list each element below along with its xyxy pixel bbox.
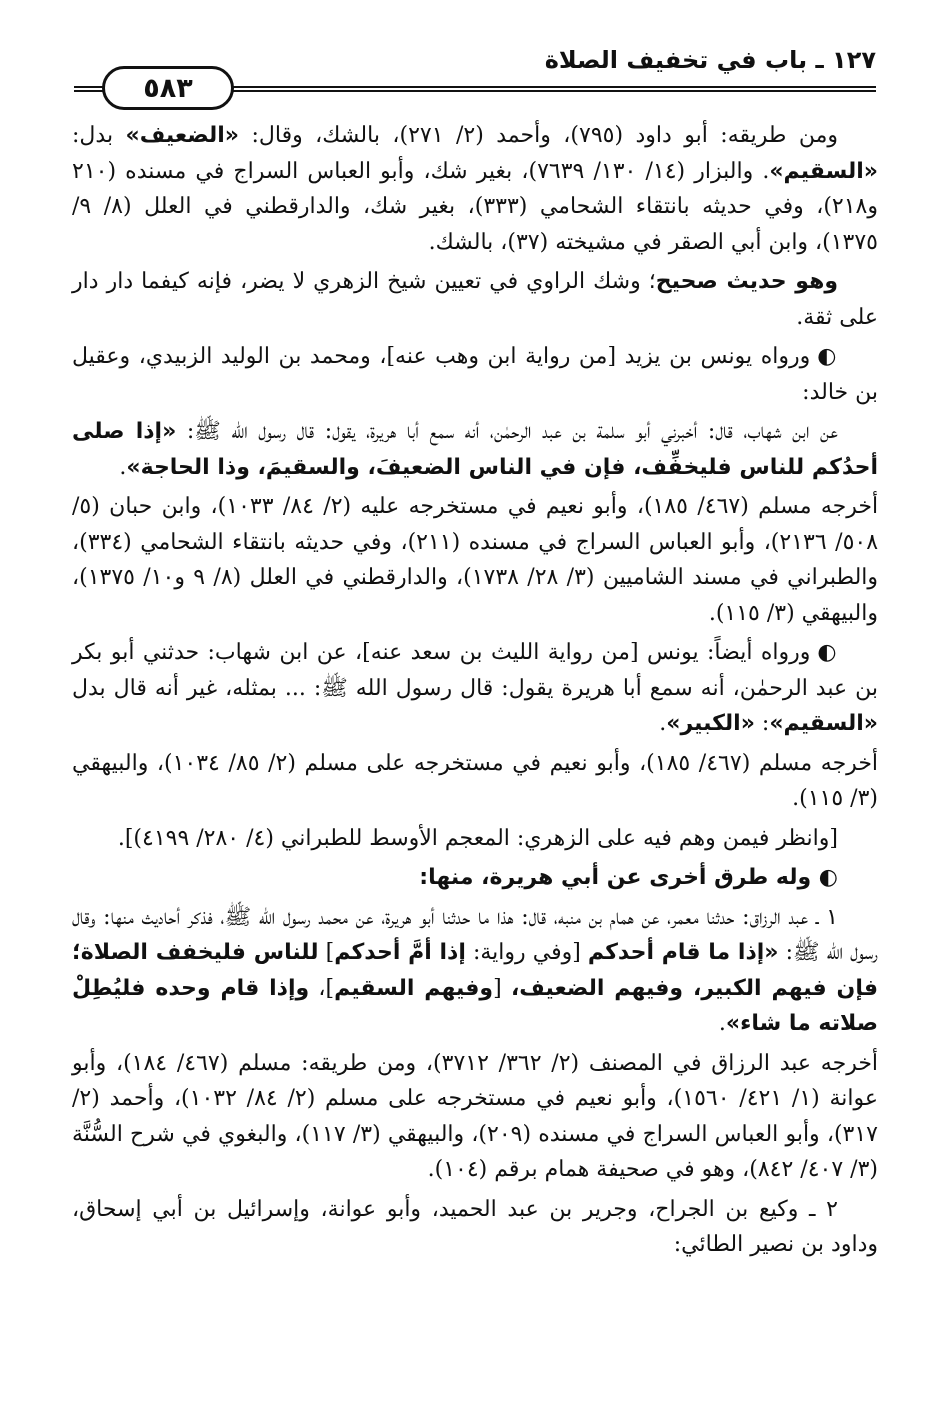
paragraph-3: ◐ ورواه يونس بن يزيد [من رواية ابن وهب عنه]، ومحمد بن الوليد الزبيدي، وعقيل بن خالد:: [72, 343, 878, 405]
page-number: ٥٨٣: [143, 72, 193, 104]
paragraph-11: أخرجه عبد الرزاق في المصنف (٢/ ٣٦٢/ ٣٧١٢)، ومن طريقه: مسلم (٤٦٧/ ١٨٤)، وأبو عوانة (١/ ٤٢١/ ١٥٦٠)، وأبو نعيم في مستخرجه على مسلم (٢/ ٨٤/ ١٠٣٢)، وأحمد (٢/ ٣١٧)، وأبو العباس السراج في مسنده (٢٠٩)، والبيهقي (٣/ ١١٧)، والبغوي في شرح السُّنَّة (٣/ ٤٠٧/ ٨٤٢)، وهو في صحيفة همام برقم (١٠٤).: [72, 1050, 879, 1182]
paragraph-8: [وانظر فيمن وهم فيه على الزهري: المعجم الأوسط للطبراني (٤/ ٢٨٠/ ٤١٩٩)].: [117, 825, 838, 851]
paragraph-9: ◐ وله طرق أخرى عن أبي هريرة، منها:: [419, 864, 838, 890]
paragraph-12: ٢ ـ وكيع بن الجراح، وجرير بن عبد الحميد، وأبو عوانة، وإسرائيل بن أبي إسحاق، وداود بن نصير الطائي:: [72, 1196, 878, 1257]
paragraph-10: ١ ـ عبد الرزاق: حدثنا معمر، عن همام بن منبه، قال: هذا ما حدثنا أبو هريرة، عن محمد رسول الله ﷺ، فذكر أحاديث منها: وقال رسول الله ﷺ: «إذا ما قام أحدكم [وفي رواية: إذا أمَّ أحدكم] للناس فليخفف الصلاة؛ فإن فيهم الكبير، وفيهم الضعيف، [وفيهم السقيم]، وإذا قام وحده فليُطِلْ صلاته ما شاء».: [72, 904, 878, 1036]
paragraph-1: ومن طريقه: أبو داود (٧٩٥)، وأحمد (٢/ ٢٧١)، بالشك، وقال: «الضعيف» بدل: «السقيم». والبزار (١٤/ ١٣٠/ ٧٦٣٩)، بغير شك، وأبو العباس السراج في مسنده (٢١٠ و٢١٨)، وفي حديثه بانتقاء الشحامي (٣٣٣)، بغير شك، والدارقطني في العلل (٨/ ٩/ ١٣٧٥)، وابن أبي الصقر في مشيخته (٣٧)، بالشك.: [72, 123, 879, 255]
page-header: [74, 38, 876, 104]
running-title: ١٢٧ ـ باب في تخفيف الصلاة: [544, 46, 876, 74]
paragraph-7: أخرجه مسلم (٤٦٧/ ١٨٥)، وأبو نعيم في مستخرجه على مسلم (٢/ ٨٥/ ١٠٣٤)، والبيهقي (٣/ ١١٥).: [72, 750, 879, 811]
paragraph-2: وهو حديث صحيح؛ وشك الراوي في تعيين شيخ الزهري لا يضر، فإنه كيفما دار دار على ثقة.: [72, 269, 878, 330]
paragraph-6: ◐ ورواه أيضاً: يونس [من رواية الليث بن سعد عنه]، عن ابن شهاب: حدثني أبو بكر بن عبد الرحمٰن، أنه سمع أبا هريرة يقول: قال رسول الله ﷺ: ... بمثله، غير أنه قال بدل «السقيم»: «الكبير».: [72, 639, 878, 736]
main-text: [72, 118, 878, 1267]
paragraph-5: أخرجه مسلم (٤٦٧/ ١٨٥)، وأبو نعيم في مستخرجه عليه (٢/ ٨٤/ ١٠٣٣)، وابن حبان (٥/ ٥٠٨/ ٢١٣٦)، وأبو العباس السراج في مسنده (٢١١)، وفي حديثه بانتقاء الشحامي (٣٣٤)، والطبراني في مسند الشاميين (٣/ ٢٨/ ١٧٣٨)، والدارقطني في العلل (٨/ ٩ و١٠/ ١٣٧٥)، والبيهقي (٣/ ١١٥).: [72, 494, 879, 626]
section-mark-icon: ◐: [817, 343, 838, 369]
section-mark-icon: ◐: [817, 639, 838, 665]
page-number-badge: [102, 66, 234, 110]
section-mark-icon: ◐: [818, 864, 838, 890]
paragraph-4: عن ابن شهاب، قال: أخبرني أبو سلمة بن عبد الرحمٰن، أنه سمع أبا هريرة، يقول: قال رسول الله ﷺ: «إذا صلى أحدُكم للناس فليخفِّف، فإن في الناس الضعيفَ، والسقيمَ، وذا الحاجة».: [72, 419, 878, 480]
